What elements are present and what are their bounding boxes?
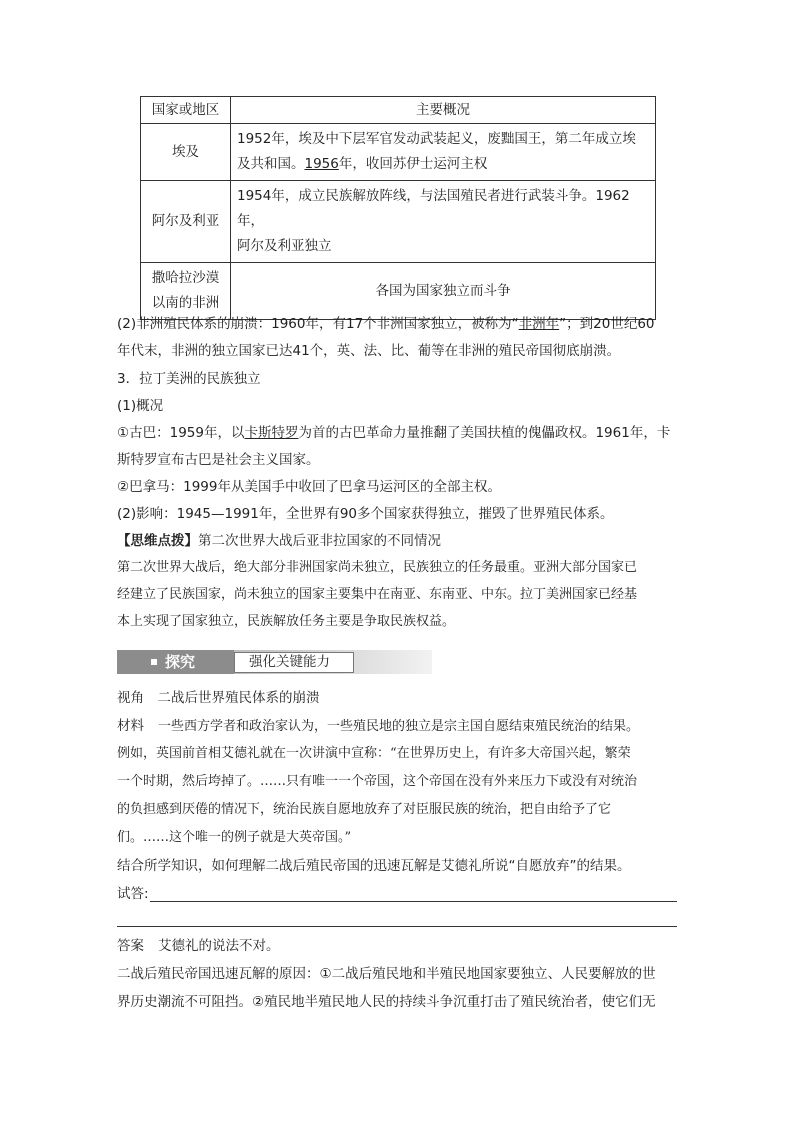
- banner-subtitle-box: [234, 652, 354, 673]
- tip-heading: 【思维点拨】第二次世界大战后亚非拉国家的不同情况: [117, 533, 441, 549]
- table-row: [141, 124, 656, 181]
- table-row: [141, 181, 656, 263]
- answer-text-line: 界历史潮流不可阻挡。②殖民地半殖民地人民的持续斗争沉重打击了殖民统治者，使它们无: [117, 994, 656, 1010]
- summary-cell: 各国为国家独立而斗争: [231, 263, 656, 320]
- summary-cell: 1952年，埃及中下层军官发动武装起义，废黜国王，第二年成立埃 及共和国。1956年，收回苏伊士运河主权: [231, 124, 656, 181]
- panama-line: ②巴拿马：1999年从美国手中收回了巴拿马运河区的全部主权。: [117, 479, 501, 495]
- material-line: 们。……这个唯一的例子就是大英帝国。”: [117, 830, 352, 845]
- region-cell: 阿尔及利亚: [141, 181, 231, 263]
- region-cell: 埃及: [141, 124, 231, 181]
- square-bullet-icon: [151, 659, 157, 665]
- banner-subtitle: 强化关键能力: [249, 654, 330, 670]
- africa-collapse-line1: (2)非洲殖民体系的崩溃：1960年，有17个非洲国家独立，被称为“非洲年”；到20世纪60: [117, 316, 655, 332]
- region-cell: 撒哈拉沙漠 以南的非洲: [141, 263, 231, 320]
- impact-line: (2)影响：1945—1991年，全世界有90多个国家获得独立，摧毁了世界殖民体系。: [117, 506, 614, 522]
- view-heading: 视角 二战后世界殖民体系的崩溃: [117, 690, 320, 706]
- question-line: 结合所学知识，如何理解二战后殖民帝国的迅速瓦解是艾德礼所说“自愿放弃”的结果。: [117, 858, 631, 874]
- table-row: [141, 263, 656, 320]
- section-heading: 3．拉丁美洲的民族独立: [117, 371, 261, 387]
- cuba-line2: 斯特罗宣布古巴是社会主义国家。: [117, 452, 320, 468]
- explore-banner: [117, 650, 432, 674]
- answer-blank-line[interactable]: [150, 901, 677, 902]
- answer-heading: 答案 艾德礼的说法不对。: [117, 938, 280, 954]
- tip-text-line: 经建立了民族国家，尚未独立的国家主要集中在南亚、东南亚、中东。拉丁美洲国家已经基: [117, 587, 638, 602]
- answer-text-line: 二战后殖民帝国迅速瓦解的原因：①二战后殖民地和半殖民地国家要独立、人民要解放的世: [117, 966, 656, 982]
- material-line: 的负担感到厌倦的情况下，统治民族自愿地放弃了对臣服民族的统治，把自由给予了它: [117, 802, 612, 817]
- material-line: 例如，英国前首相艾德礼就在一次讲演中宣称：“在世界历史上，有许多大帝国兴起，繁荣: [117, 746, 631, 761]
- tip-text-line: 本上实现了国家独立，民族解放任务主要是争取民族权益。: [117, 614, 456, 629]
- answer-blank-line[interactable]: [117, 926, 677, 927]
- try-answer-label: 试答:: [117, 886, 149, 902]
- material-line: 一个时期，然后垮掉了。……只有唯一一个帝国，这个帝国在没有外来压力下或没有对统治: [117, 774, 638, 789]
- banner-title: 探究: [165, 653, 196, 671]
- table-header-row: [141, 97, 656, 124]
- africa-collapse-line2: 年代末，非洲的独立国家已达41个，英、法、比、葡等在非洲的殖民帝国彻底崩溃。: [117, 343, 621, 359]
- header-region: 国家或地区: [141, 97, 231, 124]
- material-line: 材料 一些西方学者和政治家认为，一些殖民地的独立是宗主国自愿结束殖民统治的结果。: [117, 718, 640, 734]
- overview-table: [140, 96, 656, 320]
- cuba-line1: ①古巴：1959年，以卡斯特罗为首的古巴革命力量推翻了美国扶植的傀儡政权。1961年，卡: [117, 425, 671, 441]
- header-summary: 主要概况: [231, 97, 656, 124]
- subheading-overview: (1)概况: [117, 398, 164, 414]
- tip-text-line: 第二次世界大战后，绝大部分非洲国家尚未独立，民族独立的任务最重。亚洲大部分国家已: [117, 560, 638, 575]
- summary-cell: 1954年，成立民族解放阵线，与法国殖民者进行武装斗争。1962年， 阿尔及利亚独立: [231, 181, 656, 263]
